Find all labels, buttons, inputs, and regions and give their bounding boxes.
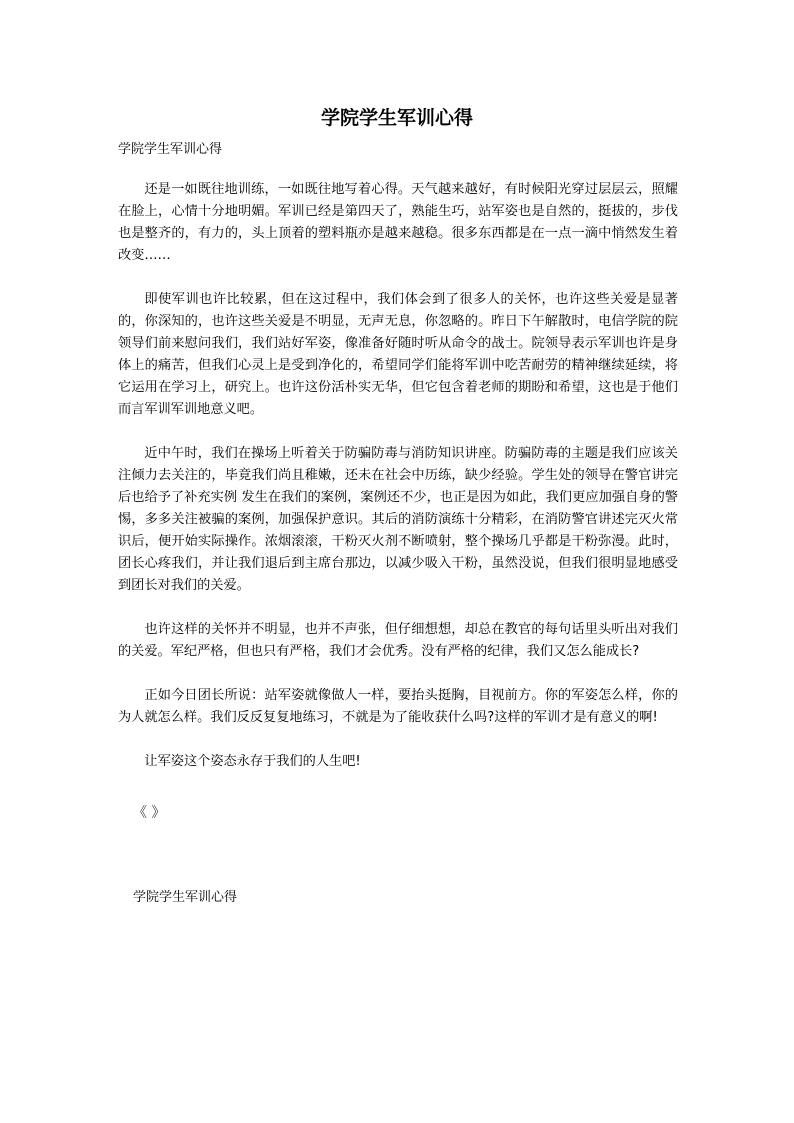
document-title: 学院学生军训心得 <box>320 107 473 129</box>
paragraph-1: 还是一如既往地训练，一如既往地写着心得。天气越来越好，有时候阳光穿过层层云，照耀在脸上，心情十分地明媚。军训已经是第四天了，熟能生巧，站军姿也是自然的，挺拔的，步伐也是整齐的，有力的，头上顶着的塑料瓶亦是越来越稳。很多东西都是在一点一滴中悄然发生着改变…… <box>118 182 678 263</box>
footer-title: 学院学生军训心得 <box>133 890 238 905</box>
paragraph-2: 即使军训也许比较累，但在这过程中，我们体会到了很多人的关怀，也许这些关爱是显著的，你深知的，也许这些关爱是不明显，无声无息，你忽略的。昨日下午解散时，电信学院的院领导们前来慰问我们，我们站好军姿，像准备好随时听从命令的战士。院领导表示军训也许是身体上的痛苦，但我们心灵上是受到净化的，希望同学们能将军训中吃苦耐劳的精神继续延续，将它运用在学习上，研究上。也许这份活朴实无华，但它包含着老师的期盼和希望，这也是于他们而言军训军训地意义吧。 <box>118 292 678 417</box>
paragraph-5: 正如今日团长所说：站军姿就像做人一样，要抬头挺胸，目视前方。你的军姿怎么样，你的为人就怎么样。我们反反复复地练习，不就是为了能收获什么吗?这样的军训才是有意义的啊! <box>118 688 678 725</box>
quote-marks: 《 》 <box>133 805 166 821</box>
document-subtitle: 学院学生军训心得 <box>118 142 223 157</box>
document-body <box>118 179 678 791</box>
paragraph-4: 也许这样的关怀并不明显，也并不声张，但仔细想想，却总在教官的每句话里头听出对我们的关爱。军纪严格，但也只有严格，我们才会优秀。没有严格的纪律，我们又怎么能成长? <box>118 622 678 659</box>
paragraph-3: 近中午时，我们在操场上听着关于防骗防毒与消防知识讲座。防骗防毒的主题是我们应该关注倾力去关注的，毕竟我们尚且稚嫩，还未在社会中历练，缺少经验。学生处的领导在警官讲完后也给予了补充实例 发生在我们的案例，案例还不少，也正是因为如此，我们更应加强自身的警惕，多多关注被骗的案例，加强保护意识。其后的消防演练十分精彩，在消防警官讲述完灭火常识后，便开始实际操作。浓烟滚滚，干粉灭火剂不断喷射，整个操场几乎都是干粉弥漫。此时，团长心疼我们，并让我们退后到主席台那边，以减少吸入干粉，虽然没说，但我们很明显地感受到团长对我们的关爱。 <box>118 446 678 593</box>
paragraph-6: 让军姿这个姿态永存于我们的人生吧! <box>144 754 361 769</box>
